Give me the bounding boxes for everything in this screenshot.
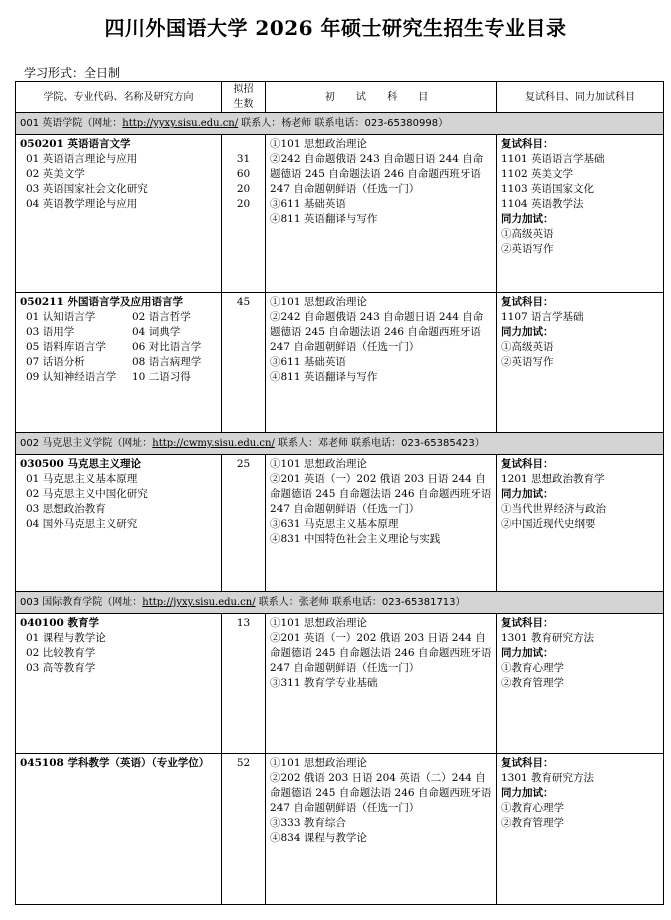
- extra-label: 同力加试：: [501, 326, 554, 338]
- direction-item: 07 话语分析: [26, 356, 85, 368]
- retest-cell: [497, 135, 664, 293]
- direction-grid: [20, 310, 217, 385]
- major-cell: [16, 293, 222, 433]
- enrollment-count: 31: [236, 153, 251, 165]
- college-contact: 联系人：杨老师 联系电话：023-65380998）: [238, 118, 449, 129]
- retest-item: 1301 教育研究方法: [501, 772, 595, 784]
- major-row: [16, 135, 664, 293]
- exam-item: ①101 思想政治理论: [270, 757, 367, 769]
- extra-item: ①高级英语: [501, 228, 554, 240]
- exam-cell: [266, 754, 497, 905]
- retest-item: 1104 英语教学法: [501, 198, 584, 210]
- extra-item: ②英语写作: [501, 243, 554, 255]
- exam-item: ③333 教育综合: [270, 817, 346, 829]
- exam-item: ④811 英语翻译与写作: [270, 213, 378, 225]
- enrollment-count: 60: [236, 168, 251, 180]
- extra-item: ②教育管理学: [501, 677, 564, 689]
- college-name: 003 国际教育学院（网址：: [20, 597, 143, 608]
- major-title: 040100 教育学: [20, 617, 99, 629]
- direction-item: 02 语言哲学: [132, 311, 191, 323]
- exam-item: ①101 思想政治理论: [270, 138, 367, 150]
- direction-item: 08 语言病理学: [132, 356, 202, 368]
- direction-item: 02 英美文学: [26, 168, 85, 180]
- study-mode: 学习形式：全日制: [24, 66, 121, 80]
- exam-item: ③611 基础英语: [270, 198, 346, 210]
- exam-item: ②202 俄语 203 日语 204 英语（二）244 自命题德语 245 自命题法语 246 自命题西班牙语 247 自命题朝鲜语（任选一门）: [270, 772, 492, 814]
- extra-item: ①当代世界经济与政治: [501, 503, 606, 515]
- college-name: 002 马克思主义学院（网址：: [20, 438, 153, 449]
- enrollment-count: 13: [236, 617, 251, 629]
- exam-item: ②201 英语（一）202 俄语 203 日语 244 自命题德语 245 自命题法语 246 自命题西班牙语 247 自命题朝鲜语（任选一门）: [270, 473, 492, 515]
- college-url-link[interactable]: http://yyxy.sisu.edu.cn/: [122, 118, 239, 129]
- retest-item: 1102 英美文学: [501, 168, 574, 180]
- college-row: [16, 113, 664, 135]
- header-retest: 复试科目、同力加试科目: [497, 82, 664, 113]
- extra-item: ①教育心理学: [501, 662, 564, 674]
- direction-item: 09 认知神经语言学: [26, 371, 117, 383]
- retest-label: 复试科目：: [501, 138, 554, 150]
- major-title: 030500 马克思主义理论: [20, 458, 141, 470]
- major-row: [16, 614, 664, 754]
- exam-cell: [266, 455, 497, 592]
- direction-item: 04 英语教学理论与应用: [26, 198, 138, 210]
- retest-item: 1101 英语语言学基础: [501, 153, 605, 165]
- major-cell: [16, 614, 222, 754]
- exam-item: ②242 自命题俄语 243 自命题日语 244 自命题德语 245 自命题法语 246 自命题西班牙语 247 自命题朝鲜语（任选一门）: [270, 311, 484, 353]
- direction-item: 03 思想政治教育: [26, 503, 106, 515]
- exam-item: ①101 思想政治理论: [270, 458, 367, 470]
- retest-item: 1201 思想政治教育学: [501, 473, 605, 485]
- retest-label: 复试科目：: [501, 617, 554, 629]
- enrollment-cell: [222, 455, 266, 592]
- direction-item: 10 二语习得: [132, 371, 191, 383]
- college-info: [16, 113, 664, 135]
- enrollment-count: 20: [236, 183, 251, 195]
- enrollment-cell: [222, 754, 266, 905]
- retest-label: 复试科目：: [501, 296, 554, 308]
- exam-item: ④811 英语翻译与写作: [270, 371, 378, 383]
- header-enrollment-line1: 拟招: [233, 84, 254, 95]
- enrollment-count: 20: [236, 198, 251, 210]
- direction-item: 02 马克思主义中国化研究: [26, 488, 148, 500]
- college-info: [16, 433, 664, 455]
- extra-item: ①高级英语: [501, 341, 554, 353]
- major-row: [16, 754, 664, 905]
- exam-item: ②201 英语（一）202 俄语 203 日语 244 自命题德语 245 自命题法语 246 自命题西班牙语 247 自命题朝鲜语（任选一门）: [270, 632, 492, 674]
- college-url-link[interactable]: http://jyxy.sisu.edu.cn/: [142, 597, 256, 608]
- exam-item: ④834 课程与教学论: [270, 832, 367, 844]
- direction-item: 02 比较教育学: [26, 647, 96, 659]
- retest-label: 复试科目：: [501, 757, 554, 769]
- direction-item: 01 马克思主义基本原理: [26, 473, 138, 485]
- major-row: [16, 455, 664, 592]
- header-college-major: 学院、专业代码、名称及研究方向: [16, 82, 222, 113]
- direction-item: 05 语料库语言学: [26, 341, 106, 353]
- retest-cell: [497, 754, 664, 905]
- retest-label: 复试科目：: [501, 458, 554, 470]
- enrollment-cell: [222, 614, 266, 754]
- direction-item: 03 高等教育学: [26, 662, 96, 674]
- enrollment-count: 45: [236, 296, 251, 308]
- direction-item: 03 语用学: [26, 326, 75, 338]
- retest-cell: [497, 293, 664, 433]
- enrollment-count: 52: [236, 757, 251, 769]
- major-title: 045108 学科教学（英语）（专业学位）: [20, 757, 210, 769]
- direction-item: 01 课程与教学论: [26, 632, 106, 644]
- major-cell: [16, 754, 222, 905]
- exam-item: ④831 中国特色社会主义理论与实践: [270, 533, 441, 545]
- exam-item: ③631 马克思主义基本原理: [270, 518, 399, 530]
- direction-item: 04 国外马克思主义研究: [26, 518, 138, 530]
- table-header-row: [16, 82, 664, 113]
- major-title: 050211 外国语言学及应用语言学: [20, 296, 183, 308]
- major-title: 050201 英语语言文学: [20, 138, 131, 150]
- enrollment-cell: [222, 135, 266, 293]
- exam-cell: [266, 135, 497, 293]
- major-cell: [16, 135, 222, 293]
- extra-label: 同力加试：: [501, 213, 554, 225]
- direction-item: 06 对比语言学: [132, 341, 202, 353]
- college-row: [16, 433, 664, 455]
- enrollment-cell: [222, 293, 266, 433]
- page-title: 四川外国语大学 2026 年硕士研究生招生专业目录: [104, 16, 567, 40]
- enrollment-count: 25: [236, 458, 251, 470]
- college-url-link[interactable]: http://cwmy.sisu.edu.cn/: [152, 438, 275, 449]
- exam-item: ②242 自命题俄语 243 自命题日语 244 自命题德语 245 自命题法语 246 自命题西班牙语 247 自命题朝鲜语（任选一门）: [270, 153, 484, 195]
- retest-item: 1107 语言学基础: [501, 311, 584, 323]
- college-info: [16, 592, 664, 614]
- college-contact: 联系人：邓老师 联系电话：023-65385423）: [274, 438, 485, 449]
- exam-cell: [266, 614, 497, 754]
- extra-label: 同力加试：: [501, 488, 554, 500]
- college-name: 001 英语学院（网址：: [20, 118, 123, 129]
- extra-item: ②教育管理学: [501, 817, 564, 829]
- retest-item: 1301 教育研究方法: [501, 632, 595, 644]
- retest-cell: [497, 455, 664, 592]
- exam-cell: [266, 293, 497, 433]
- catalog-table: [15, 81, 664, 905]
- extra-item: ①教育心理学: [501, 802, 564, 814]
- extra-item: ②英语写作: [501, 356, 554, 368]
- retest-item: 1103 英语国家文化: [501, 183, 595, 195]
- extra-label: 同力加试：: [501, 647, 554, 659]
- direction-item: 03 英语国家社会文化研究: [26, 183, 148, 195]
- direction-item: 01 认知语言学: [26, 311, 96, 323]
- direction-item: 04 词典学: [132, 326, 181, 338]
- exam-item: ③311 教育学专业基础: [270, 677, 378, 689]
- exam-item: ③611 基础英语: [270, 356, 346, 368]
- exam-item: ①101 思想政治理论: [270, 296, 367, 308]
- major-row: [16, 293, 664, 433]
- header-initial-exam: 初 试 科 目: [266, 82, 497, 113]
- extra-item: ②中国近现代史纲要: [501, 518, 596, 530]
- header-enrollment-line2: 生数: [233, 99, 254, 110]
- exam-item: ①101 思想政治理论: [270, 617, 367, 629]
- college-row: [16, 592, 664, 614]
- extra-label: 同力加试：: [501, 787, 554, 799]
- major-cell: [16, 455, 222, 592]
- header-enrollment: [222, 82, 266, 113]
- college-contact: 联系人：张老师 联系电话：023-65381713）: [255, 597, 466, 608]
- direction-item: 01 英语语言理论与应用: [26, 153, 138, 165]
- retest-cell: [497, 614, 664, 754]
